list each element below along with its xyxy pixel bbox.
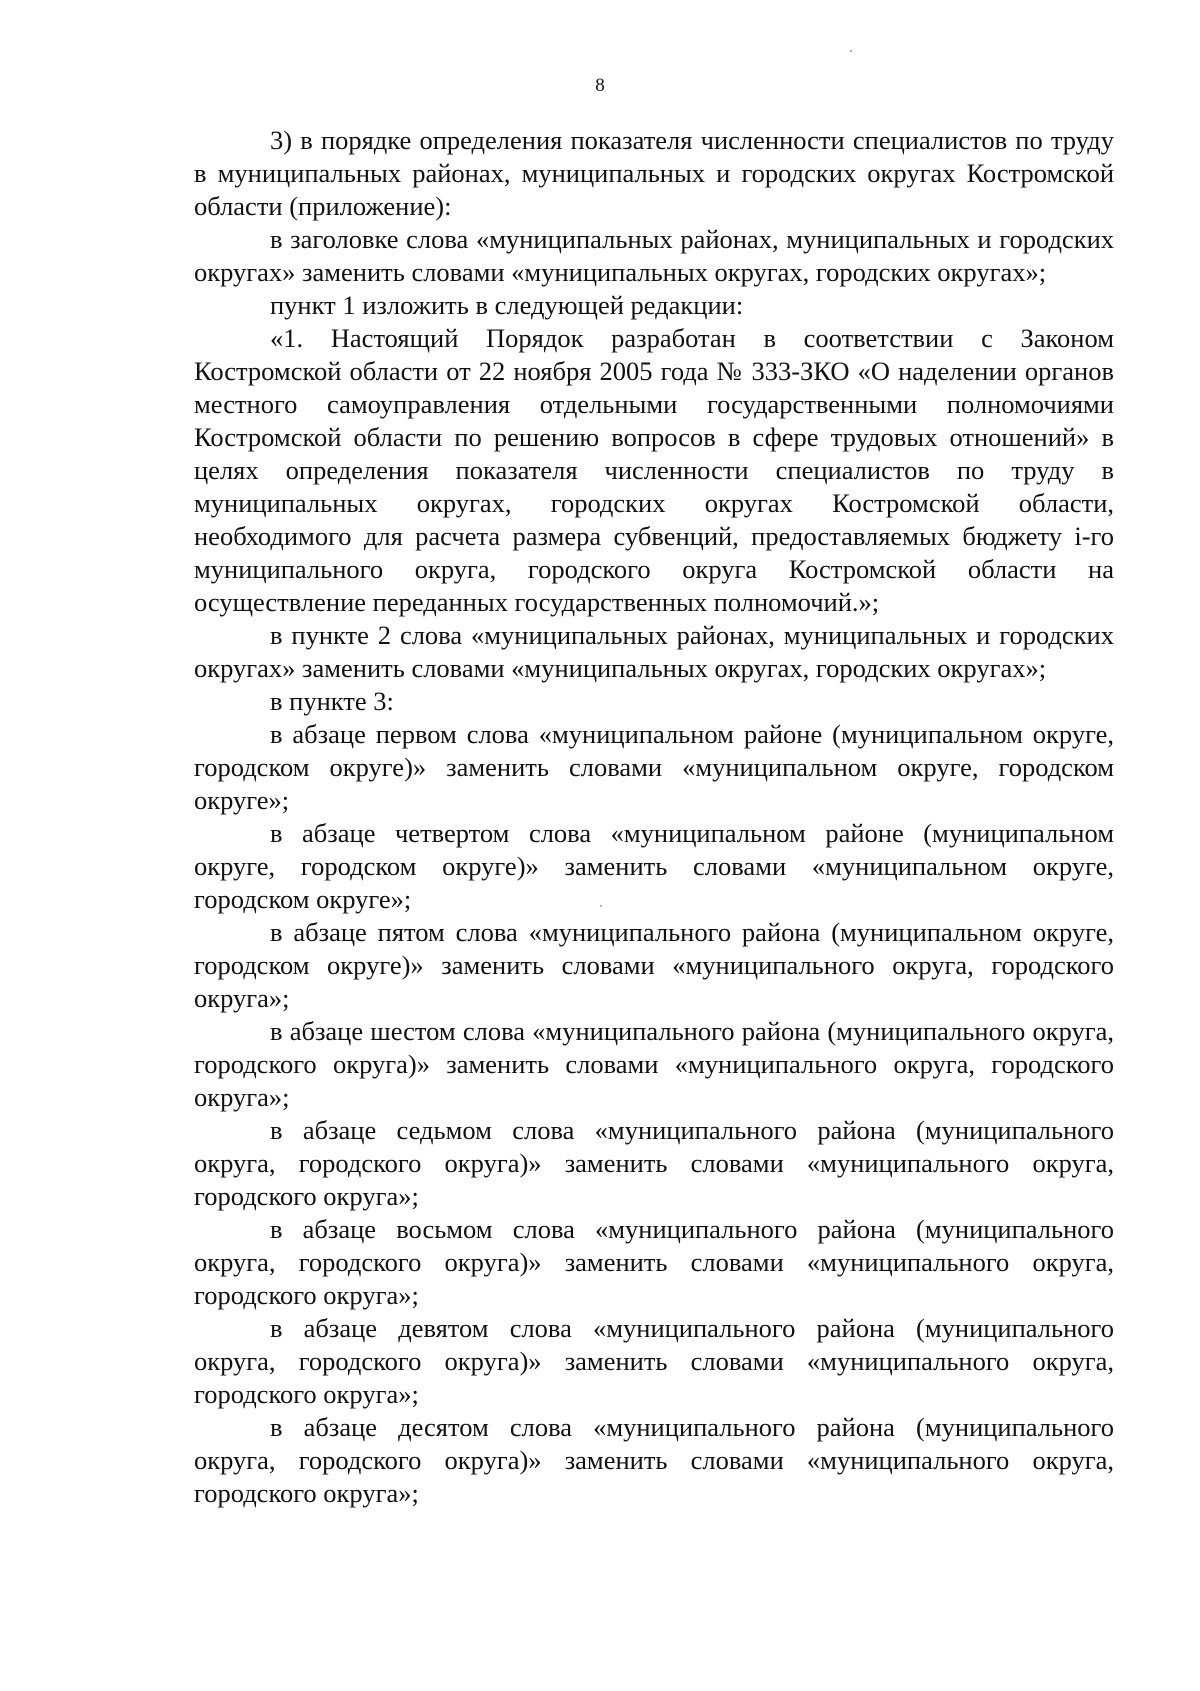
page-number: 8 — [595, 75, 605, 96]
document-body — [194, 124, 1114, 1510]
scan-speck — [850, 50, 852, 52]
paragraph-abzac-8: в абзаце восьмом слова «муниципального района (муниципального округа, городского округа)» заменить словами «муниципального округа, городского округа»; — [194, 1214, 1114, 1310]
paragraph-abzac-6: в абзаце шестом слова «муниципального района (муниципального округа, городского округа)» заменить словами «муниципального округа, городского округа»; — [194, 1016, 1114, 1112]
paragraph-point2: в пункте 2 слова «муниципальных районах, муниципальных и городских округах» заменить словами «муниципальных округах, городских округах»; — [194, 620, 1114, 683]
paragraph-point1-intro: пункт 1 изложить в следующей редакции: — [270, 290, 744, 320]
paragraph-abzac-9: в абзаце девятом слова «муниципального района (муниципального округа, городского округа)» заменить словами «муниципального округа, городского округа»; — [194, 1313, 1114, 1409]
paragraph-abzac-10: в абзаце десятом слова «муниципального района (муниципального округа, городского округа)» заменить словами «муниципального округа, городского округа»; — [194, 1412, 1114, 1508]
paragraph-abzac-7: в абзаце седьмом слова «муниципального района (муниципального округа, городского округа)» заменить словами «муниципального округа, городского округа»; — [194, 1115, 1114, 1211]
paragraph-title-change: в заголовке слова «муниципальных районах, муниципальных и городских округах» заменить словами «муниципальных округах, городских округах»; — [194, 224, 1114, 287]
paragraph-point3-intro: в пункте 3: — [270, 686, 394, 716]
paragraph-abzac-4: в абзаце четвертом слова «муниципальном районе (муниципальном округе, городском округе)» заменить словами «муниципальном округе, городском округе»; — [194, 818, 1114, 914]
paragraph-abzac-5: в абзаце пятом слова «муниципального района (муниципальном округе, городском округе)» заменить словами «муниципального округа, городского округа»; — [194, 917, 1114, 1013]
paragraph-item-3: 3) в порядке определения показателя численности специалистов по труду в муниципальных районах, муниципальных и городских округах Костромской области (приложение): — [194, 125, 1114, 221]
paragraph-point1-text: «1. Настоящий Порядок разработан в соответствии с Законом Костромской области от 22 ноября 2005 года № 333-ЗКО «О наделении органов местного самоуправления отдельными государственными полномочиями Костромской области по решению вопросов в сфере трудовых отношений» в целях определения показателя численности специалистов по труду в муниципальных округах, городских округах Костромской области, необходимого для расчета размера субвенций, предоставляемых бюджету i-го муниципального округа, городского округа Костромской области на осуществление переданных государственных полномочий.»; — [194, 323, 1114, 617]
paragraph-abzac-1: в абзаце первом слова «муниципальном районе (муниципальном округе, городском округе)» заменить словами «муниципальном округе, городском округе»; — [194, 719, 1114, 815]
